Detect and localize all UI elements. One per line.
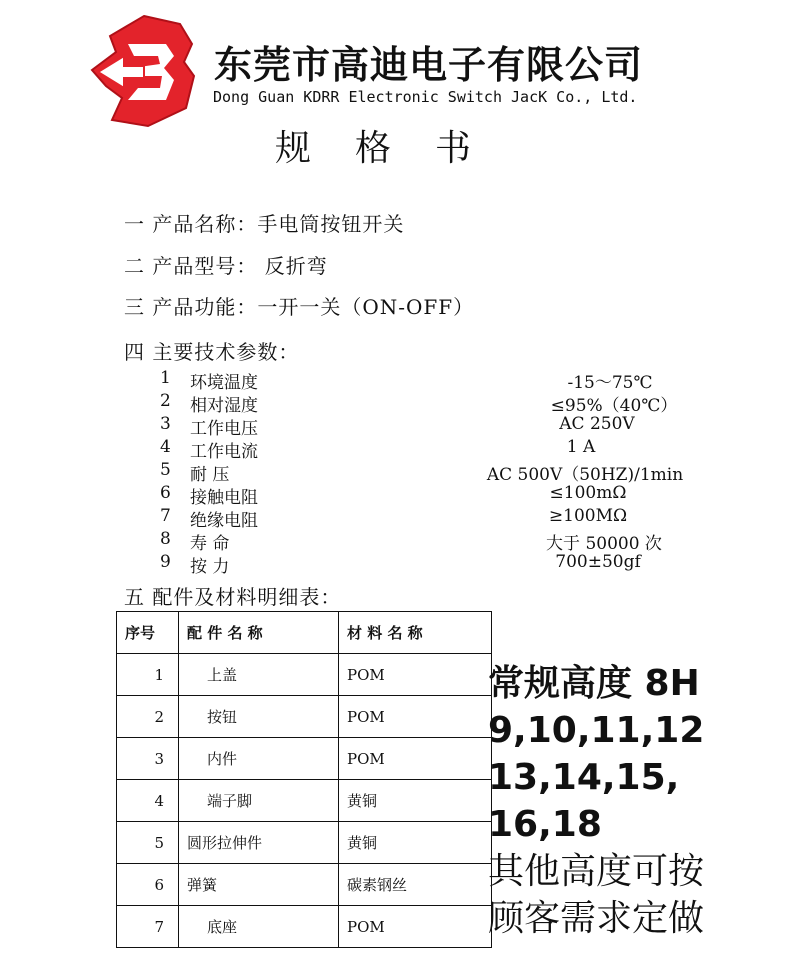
- parts-materials-table: [116, 611, 492, 948]
- cell-part: 按钮: [179, 696, 339, 738]
- param-value: AC 500V（50HZ)/1min: [486, 465, 684, 485]
- parts-table-heading: 五 配件及材料明细表：: [124, 585, 342, 609]
- cell-seq: 1: [117, 654, 179, 696]
- param-num: 1: [160, 368, 171, 388]
- cell-seq: 5: [117, 822, 179, 864]
- param-name: 工作电流: [190, 442, 258, 462]
- cell-seq: 3: [117, 738, 179, 780]
- header-material-name: 材 料 名 称: [339, 612, 492, 654]
- company-logo: [88, 14, 202, 132]
- company-name-en: Dong Guan KDRR Electronic Switch JacK Co., Ltd.: [213, 88, 638, 106]
- param-num: 7: [160, 506, 171, 526]
- cell-seq: 2: [117, 696, 179, 738]
- cell-seq: 4: [117, 780, 179, 822]
- product-function-line: 三 产品功能：一开一关（ON-OFF）: [124, 295, 475, 319]
- cell-part: 底座: [179, 906, 339, 948]
- param-value: 1 A: [566, 437, 596, 457]
- header-part-name: 配 件 名 称: [179, 612, 339, 654]
- param-num: 9: [160, 552, 171, 572]
- note-line: 顾客需求定做: [488, 898, 705, 939]
- cell-material: 黄铜: [339, 780, 492, 822]
- note-line: 13,14,15,: [488, 757, 680, 798]
- cell-material: 碳素钢丝: [339, 864, 492, 906]
- cell-part: 端子脚: [179, 780, 339, 822]
- cell-material: POM: [339, 696, 492, 738]
- cell-material: POM: [339, 654, 492, 696]
- product-model-line: 二 产品型号： 反折弯: [124, 254, 328, 278]
- table-row: [117, 738, 492, 780]
- tech-params-heading: 四 主要技术参数：: [124, 340, 300, 364]
- param-num: 6: [160, 483, 171, 503]
- param-name: 环境温度: [190, 373, 258, 393]
- cell-part: 内件: [179, 738, 339, 780]
- param-name: 按 力: [190, 557, 230, 577]
- logo-mark: [92, 16, 194, 126]
- param-num: 2: [160, 391, 171, 411]
- param-name: 工作电压: [190, 419, 258, 439]
- param-name: 绝缘电阻: [190, 511, 258, 531]
- note-line: 9,10,11,12: [488, 710, 705, 751]
- param-num: 3: [160, 414, 171, 434]
- param-num: 4: [160, 437, 171, 457]
- company-name: 东莞市高迪电子有限公司: [214, 43, 644, 87]
- table-row: [117, 822, 492, 864]
- cell-part: 上盖: [179, 654, 339, 696]
- note-line: 其他高度可按: [488, 851, 705, 892]
- height-note: [488, 660, 704, 942]
- cell-material: POM: [339, 906, 492, 948]
- note-line: 常规高度 8H: [488, 663, 700, 704]
- param-name: 耐 压: [190, 465, 230, 485]
- param-name: 接触电阻: [190, 488, 258, 508]
- param-value: AC 250V: [559, 414, 635, 434]
- table-row: [117, 654, 492, 696]
- table-row: [117, 864, 492, 906]
- table-row: [117, 906, 492, 948]
- cell-seq: 7: [117, 906, 179, 948]
- param-num: 8: [160, 529, 171, 549]
- cell-material: POM: [339, 738, 492, 780]
- param-num: 5: [160, 460, 171, 480]
- product-name-line: 一 产品名称：手电筒按钮开关: [124, 212, 405, 236]
- cell-material: 黄铜: [339, 822, 492, 864]
- param-value: ≤95%（40℃）: [550, 396, 678, 416]
- table-row: [117, 780, 492, 822]
- document-title: 规格书: [275, 128, 516, 169]
- table-header-row: [117, 612, 492, 654]
- cell-part: 圆形拉伸件: [179, 822, 339, 864]
- param-name: 寿 命: [190, 534, 230, 554]
- header-seq: 序号: [117, 612, 179, 654]
- param-value: -15～75℃: [567, 373, 653, 393]
- cell-seq: 6: [117, 864, 179, 906]
- cell-part: 弹簧: [179, 864, 339, 906]
- note-line: 16,18: [488, 804, 602, 845]
- param-value: 大于 50000 次: [546, 534, 662, 554]
- param-value: ≥100MΩ: [548, 506, 628, 526]
- param-name: 相对湿度: [190, 396, 258, 416]
- param-value: ≤100mΩ: [549, 483, 627, 503]
- param-value: 700±50gf: [555, 552, 641, 572]
- table-row: [117, 696, 492, 738]
